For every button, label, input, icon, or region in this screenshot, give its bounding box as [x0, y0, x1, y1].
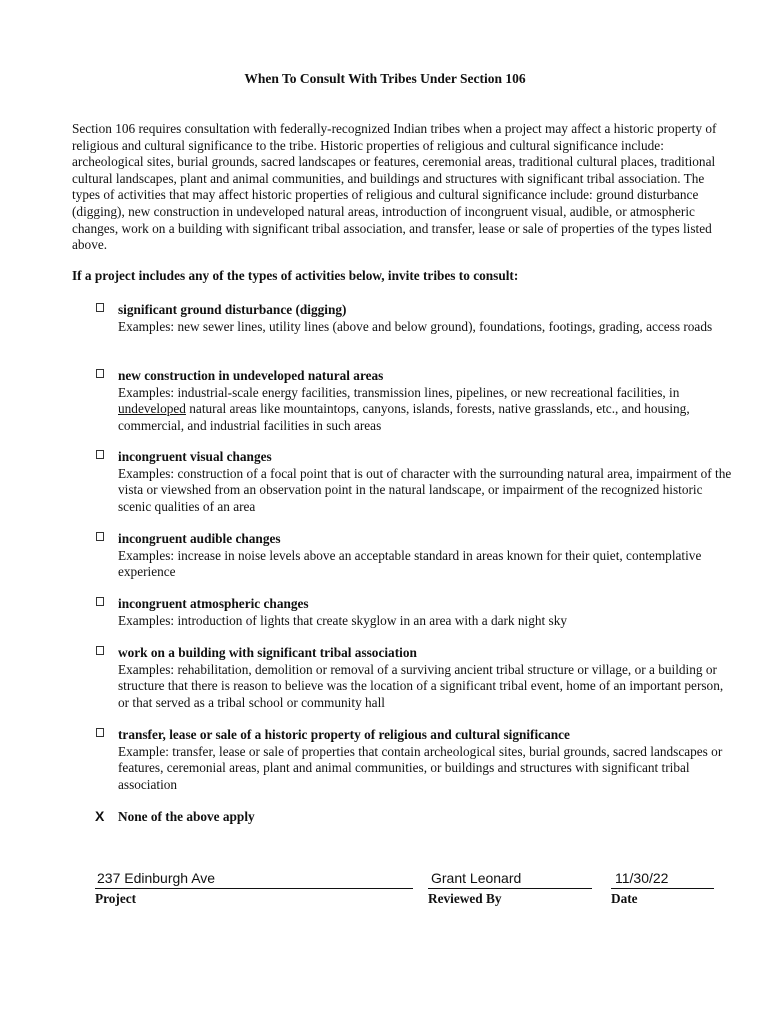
none-apply-item [96, 809, 736, 826]
date-line [611, 888, 714, 889]
reviewer-line [428, 888, 592, 889]
checkbox[interactable] [96, 450, 104, 459]
checkbox[interactable] [96, 728, 104, 737]
project-label: Project [95, 891, 137, 906]
checkbox[interactable] [96, 532, 104, 541]
item-title: incongruent audible changes [118, 531, 281, 546]
activity-item-ground-disturbance [96, 302, 736, 335]
item-title: transfer, lease or sale of a historic property of religious and cultural significance [118, 727, 570, 742]
item-examples: Examples: increase in noise levels above an acceptable standard in areas known for their quiet, contemplative experience [118, 547, 702, 580]
item-examples: Examples: rehabilitation, demolition or removal of a surviving ancient tribal structure or village, or a building or structure that there is reason to believe was the location of a significant tribal event, home of an important person, or that served as a tribal school or community hall [118, 661, 724, 710]
item-title: new construction in undeveloped natural areas [118, 368, 384, 383]
activity-item-audible-changes [96, 531, 736, 581]
page-title: When To Consult With Tribes Under Section 106 [244, 71, 526, 86]
checked-checkbox[interactable]: X [95, 808, 105, 824]
checkbox[interactable] [96, 369, 104, 378]
item-title: work on a building with significant tribal association [118, 645, 417, 660]
date-value[interactable]: 11/30/22 [615, 870, 669, 886]
activity-item-new-construction [96, 368, 736, 434]
activity-item-tribal-building [96, 645, 736, 711]
item-examples: Examples: industrial-scale energy facilities, transmission lines, pipelines, or new recreational facilities, in undeveloped natural areas like mountaintops, canyons, islands, forests, native grasslands, etc., and housing, commercial, and industrial facilities in such areas [118, 384, 690, 433]
instruction-heading: If a project includes any of the types of activities below, invite tribes to consult: [72, 268, 519, 283]
item-examples: Examples: construction of a focal point that is out of character with the surrounding natural area, impairment of the vista or viewshed from an observation point in the natural landscape, or impairment of the recognized historic scenic qualities of an area [118, 465, 732, 514]
item-title: None of the above apply [118, 809, 255, 824]
item-examples: Examples: new sewer lines, utility lines (above and below ground), foundations, footings, grading, access roads [118, 318, 713, 334]
activity-item-atmospheric-changes [96, 596, 736, 629]
reviewer-label: Reviewed By [428, 891, 502, 906]
date-label: Date [611, 891, 638, 906]
activity-item-transfer-lease-sale [96, 727, 736, 793]
reviewer-value[interactable]: Grant Leonard [431, 870, 522, 886]
activity-item-visual-changes [96, 449, 736, 515]
project-line [95, 888, 413, 889]
checkbox[interactable] [96, 597, 104, 606]
item-examples: Example: transfer, lease or sale of properties that contain archeological sites, burial grounds, sacred landscapes or features, ceremonial areas, plant and animal communities, or buildings and structures with significant tribal association [118, 743, 723, 792]
checkbox[interactable] [96, 303, 104, 312]
item-examples: Examples: introduction of lights that create skyglow in an area with a dark night sky [118, 612, 568, 628]
item-title: incongruent visual changes [118, 449, 272, 464]
project-value[interactable]: 237 Edinburgh Ave [97, 870, 216, 886]
item-title: significant ground disturbance (digging) [118, 302, 347, 317]
intro-paragraph: Section 106 requires consultation with federally-recognized Indian tribes when a project may affect a historic property of religious and cultural significance to the tribe. Historic properties of religious and cultural significance include: archeological sites, burial grounds, sacred landscapes or features, ceremonial areas, traditional cultural places, traditional cultural landscapes, plant and animal communities, and buildings and structures with significant tribal association. The types of activities that may affect historic properties of religious and cultural significance include: ground disturbance (digging), new construction in undeveloped natural areas, introduction of incongruent visual, audible, or atmospheric changes, work on a building with significant tribal association, and transfer, lease or sale of properties of the types listed above. [72, 121, 717, 253]
checkbox[interactable] [96, 646, 104, 655]
item-title: incongruent atmospheric changes [118, 596, 309, 611]
